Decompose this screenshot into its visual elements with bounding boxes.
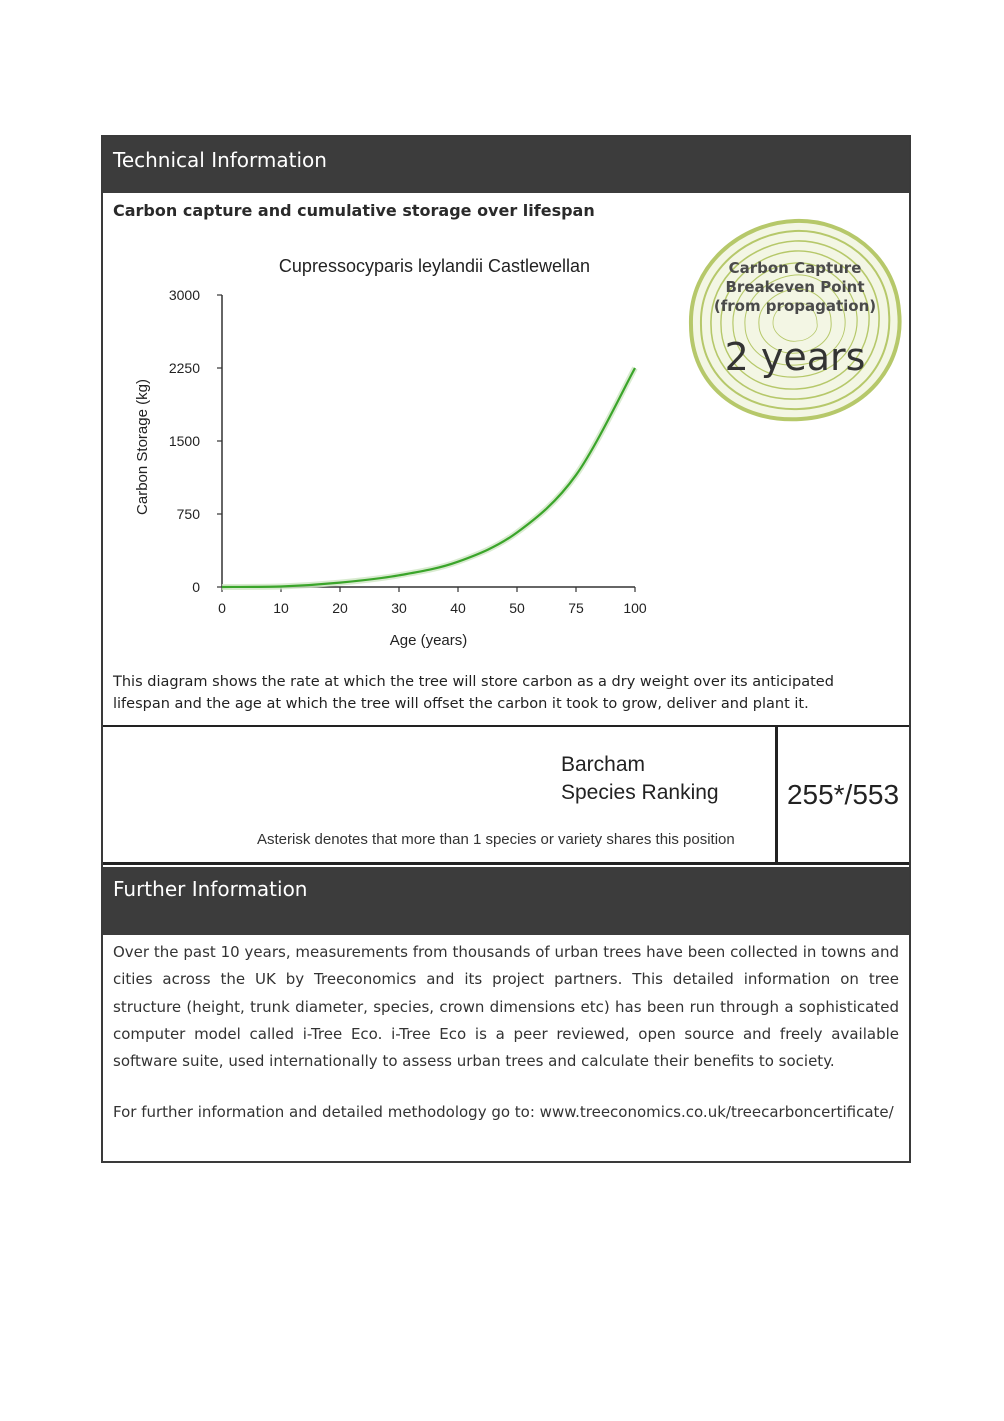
chart-title: Cupressocyparis leylandii Castlewellan: [278, 256, 591, 276]
breakeven-line-2: Breakeven Point: [725, 278, 865, 296]
x-tick-label: 100: [623, 600, 647, 616]
carbon-storage-chart: [103, 227, 663, 667]
breakeven-label: [685, 259, 905, 316]
x-tick-label: 10: [273, 600, 289, 616]
technical-information-header: Technical Information: [103, 137, 909, 193]
chart-svg: [103, 227, 663, 667]
y-axis-label: Carbon Storage (kg): [134, 379, 151, 515]
ranking-label-line-2: Species Ranking: [561, 781, 719, 804]
further-information-header: Further Information: [103, 867, 909, 935]
section-title: Carbon capture and cumulative storage over lifespan: [113, 201, 595, 220]
breakeven-badge: [685, 215, 905, 425]
x-tick-label: 40: [450, 600, 466, 616]
breakeven-years: 2 years: [724, 335, 866, 379]
y-tick-label: 0: [192, 579, 200, 595]
x-tick-label: 50: [509, 600, 525, 616]
tree-rings-icon: [685, 215, 905, 425]
ranking-label: [561, 751, 719, 807]
ranking-divider: [775, 727, 778, 865]
y-tick-label: 3000: [168, 287, 200, 303]
ranking-note: Asterisk denotes that more than 1 species or variety shares this position: [257, 831, 735, 848]
diagram-description: This diagram shows the rate at which the tree will store carbon as a dry weight over its anticipated lifespan and the age at which the tree will offset the carbon it took to grow, deliver and plant it.: [113, 674, 834, 712]
further-information-body: Over the past 10 years, measurements from thousands of urban trees have been collected in towns and cities across the UK by Treeconomics and its project partners. This detailed information on tree structure (height, trunk diameter, species, crown dimensions etc) has been run through a sophisticated computer model called i-Tree Eco. i-Tree Eco is a peer reviewed, open source and freely available software suite, used internationally to assess urban trees and calculate their benefits to society.: [113, 943, 899, 1071]
breakeven-line-3: (from propagation): [713, 297, 877, 315]
series-line: [222, 368, 635, 587]
y-tick-label: 750: [176, 506, 200, 522]
y-tick-label: 1500: [168, 433, 200, 449]
x-tick-label: 75: [568, 600, 584, 616]
breakeven-line-1: Carbon Capture: [728, 259, 862, 277]
species-ranking-row: [103, 725, 909, 865]
x-tick-label: 30: [391, 600, 407, 616]
y-tick-label: 2250: [168, 360, 200, 376]
ranking-value: 255*/553: [786, 779, 900, 810]
further-information-link: For further information and detailed methodology go to: www.treeconomics.co.uk/treecarboncertificate/: [113, 1103, 894, 1121]
certificate-card: [101, 135, 911, 1163]
x-axis-label: Age (years): [389, 632, 468, 649]
x-tick-label: 20: [332, 600, 348, 616]
x-tick-label: 0: [218, 600, 226, 616]
ranking-label-line-1: Barcham: [561, 753, 646, 776]
